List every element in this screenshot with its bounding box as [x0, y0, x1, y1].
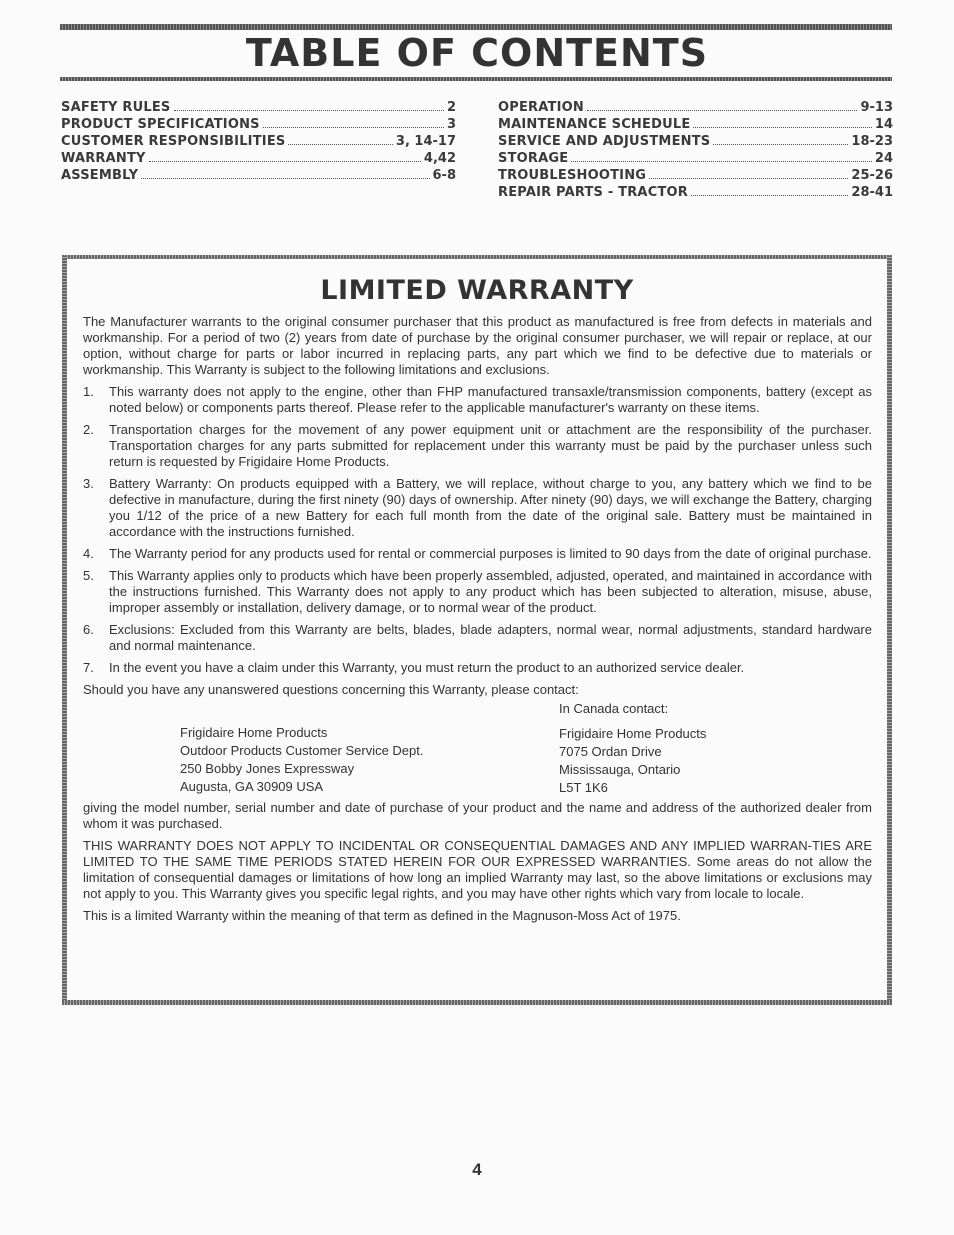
canada-heading: In Canada contact:: [559, 701, 669, 716]
toc-page: 6-8: [432, 168, 456, 183]
contact-intro: Should you have any unanswered questions concerning this Warranty, please contact:: [83, 682, 579, 697]
warranty-item: 3. Battery Warranty: On products equipped with a Battery, we will replace, without charge to you, any battery which we find to be defective in manufacture, during the first ninety (90) days of ownership. After ninety (90) days, we will exchange the Battery, charging you 1/12 of the price of a new Battery for each full month from the date of the original sale. Battery must be maintained in accordance with the instructions furnished.: [83, 476, 872, 539]
toc-page: 24: [874, 151, 893, 166]
toc-page: 9-13: [860, 100, 893, 115]
toc-entry[interactable]: [498, 151, 893, 168]
toc-entry[interactable]: [498, 185, 893, 202]
warranty-item: 6. Exclusions: Excluded from this Warranty are belts, blades, blade adapters, normal wear, normal adjustments, standard hardware and normal maintenance.: [83, 622, 872, 653]
warranty-box: [62, 255, 892, 1005]
toc-page: 14: [874, 117, 893, 132]
toc-entry[interactable]: [498, 100, 893, 117]
toc-entry[interactable]: [498, 134, 893, 151]
toc-right-column: [498, 100, 893, 202]
warranty-body: [83, 314, 872, 930]
toc-label: SAFETY RULES: [61, 100, 171, 115]
toc-entry[interactable]: [498, 168, 893, 185]
warranty-item: 2. Transportation charges for the movement of any power equipment unit or attachment are the responsibility of the purchaser. Transportation charges for any parts submitted for replacement under this warranty must be paid by the purchaser unless such return is requested by Frigidaire Home Products.: [83, 422, 872, 469]
warranty-item: 4. The Warranty period for any products used for rental or commercial purposes is limited to 90 days from the date of original purchase.: [83, 546, 872, 561]
toc-label: OPERATION: [498, 100, 584, 115]
toc-label: PRODUCT SPECIFICATIONS: [61, 117, 260, 132]
closing-paragraph: This is a limited Warranty within the meaning of that term as defined in the Magnuson-Moss Act of 1975.: [83, 908, 681, 923]
toc-page: 18-23: [851, 134, 893, 149]
toc-entry[interactable]: [61, 117, 456, 134]
toc-entry[interactable]: [61, 134, 456, 151]
toc-label: SERVICE AND ADJUSTMENTS: [498, 134, 711, 149]
toc-page: 25-26: [851, 168, 893, 183]
toc-page: 3, 14-17: [395, 134, 456, 149]
giving-paragraph: giving the model number, serial number and date of purchase of your product and the name and address of the authorized dealer from whom it was purchased.: [83, 800, 872, 831]
toc-entry[interactable]: [498, 117, 893, 134]
warranty-item: 7. In the event you have a claim under this Warranty, you must return the product to an authorized service dealer.: [83, 660, 745, 675]
warranty-title: LIMITED WARRANTY: [320, 275, 634, 306]
toc-label: ASSEMBLY: [61, 168, 139, 183]
title-rule: [60, 77, 892, 81]
toc-label: MAINTENANCE SCHEDULE: [498, 117, 691, 132]
toc-title: TABLE OF CONTENTS: [245, 31, 709, 75]
toc-entry[interactable]: [61, 168, 456, 185]
disclaimer-paragraph: THIS WARRANTY DOES NOT APPLY TO INCIDENTAL OR CONSEQUENTIAL DAMAGES AND ANY IMPLIED WARRAN-TIES ARE LIMITED TO THE SAME TIME PERIODS STATED HEREIN FOR OUR EXPRESSED WARRANTIES. Some areas do not allow the limitation of consequential damages or limitations of how long an implied Warranty may last, so the above limitations or exclusions may not apply to you. This Warranty gives you specific legal rights, and you may have other rights which vary from locale to locale.: [83, 838, 872, 901]
toc-page: 2: [446, 100, 456, 115]
toc-label: WARRANTY: [61, 151, 146, 166]
toc-page: 4,42: [423, 151, 456, 166]
toc-label: REPAIR PARTS - TRACTOR: [498, 185, 688, 200]
toc-left-column: [61, 100, 456, 185]
toc-label: TROUBLESHOOTING: [498, 168, 647, 183]
us-address: Frigidaire Home Products Outdoor Products Customer Service Dept. 250 Bobby Jones Expressway Augusta, GA 30909 USA: [180, 725, 424, 794]
toc-label: STORAGE: [498, 151, 569, 166]
warranty-item: 1. This warranty does not apply to the engine, other than FHP manufactured transaxle/transmission components, battery (except as noted below) or components parts thereof. Please refer to the applicable manufacturer's warranty on these items.: [83, 384, 872, 415]
warranty-item: 5. This Warranty applies only to products which have been properly assembled, adjusted, operated, and maintained in accordance with the instructions furnished. This Warranty does not apply to any product which has been subjected to alteration, misuse, abuse, improper assembly or installation, delivery damage, or to normal wear of the product.: [83, 568, 872, 615]
toc-page: 3: [446, 117, 456, 132]
canada-address: In Canada contact: Frigidaire Home Products 7075 Ordan Drive Mississauga, Ontario L5T 1K6: [559, 701, 707, 795]
warranty-intro: The Manufacturer warrants to the original consumer purchaser that this product as manufactured is free from defects in materials and workmanship. For a period of two (2) years from date of purchase by the original consumer purchaser, we will repair or replace, at our option, without charge for parts or labor incurred in replacing parts, any part which we find to be defective due to materials or workmanship. This Warranty is subject to the following limitations and exclusions.: [83, 314, 872, 377]
toc-entry[interactable]: [61, 100, 456, 117]
toc-page: 28-41: [851, 185, 893, 200]
toc-label: CUSTOMER RESPONSIBILITIES: [61, 134, 286, 149]
contact-addresses: [83, 700, 872, 800]
toc-entry[interactable]: [61, 151, 456, 168]
page-number: 4: [472, 1160, 482, 1179]
